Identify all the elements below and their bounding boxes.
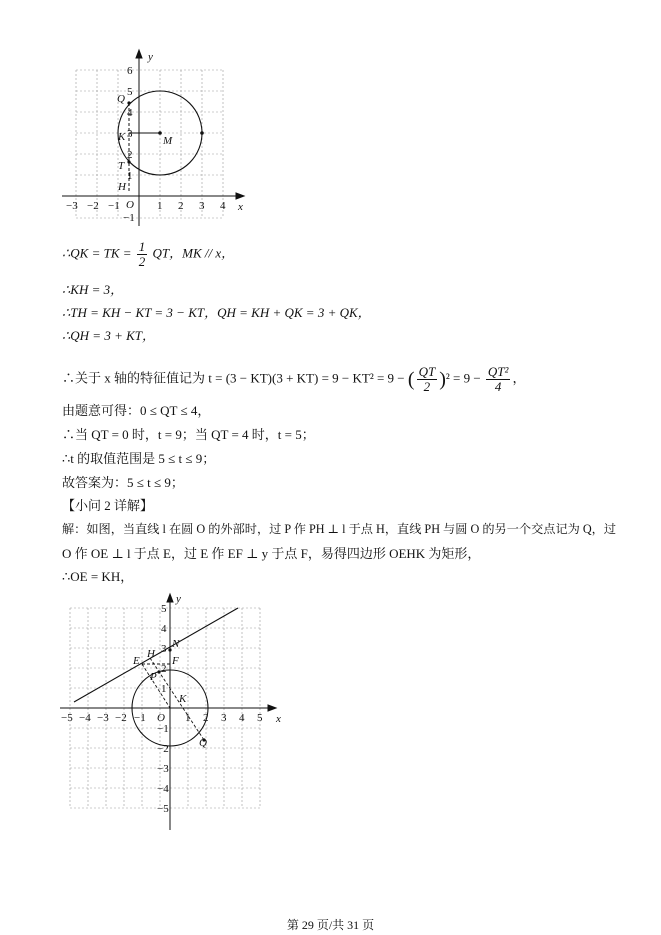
figure-1-point-label: M <box>163 135 173 147</box>
solution-line: 由题意可得：0 ≤ QT ≤ 4， <box>62 403 211 418</box>
solution-line: 故答案为：5 ≤ t ≤ 9； <box>62 475 184 490</box>
figure-2-axis-label-y: y <box>176 593 181 605</box>
figure-2-x-arrow <box>268 705 276 711</box>
section-heading: 【小问 2 详解】 <box>62 498 154 513</box>
paren-close: ) <box>439 368 446 391</box>
figure-1-axis-label-x: x <box>238 201 243 213</box>
figure-1-x-tick: −3 <box>66 200 78 212</box>
figure-2-y-arrow <box>167 594 173 602</box>
figure-2-x-tick: 1 <box>185 712 191 724</box>
solution-line: ∴t 的取值范围是 5 ≤ t ≤ 9； <box>62 451 216 466</box>
solution-line: ∴KH = 3， <box>62 282 124 297</box>
figure-2-axis-label-x: x <box>276 713 281 725</box>
figure-2-x-tick: −1 <box>134 712 146 724</box>
figure-2-y-tick: −4 <box>157 783 169 795</box>
solution-line: ∴OE = KH， <box>62 569 134 584</box>
solution-line: ∴当 QT = 0 时，t = 9；当 QT = 4 时，t = 5； <box>62 427 315 442</box>
figure-1-y-tick: 5 <box>127 86 133 98</box>
figure-2-y-tick: 4 <box>161 623 167 635</box>
equation-text: ∴QK = TK = <box>62 245 132 261</box>
figure-1-y-tick: 6 <box>127 65 133 77</box>
figure-2-x-tick: 5 <box>257 712 263 724</box>
figure-2-point-label: K <box>179 693 187 705</box>
figure-1-x-tick: 2 <box>178 200 184 212</box>
equation-text: QT，MK // x， <box>152 245 235 261</box>
figure-2-point-label: H <box>147 648 155 660</box>
paren-open: ( <box>407 368 415 391</box>
figure-2-point-label: F <box>172 655 179 667</box>
solution-line: ∴QH = 3 + KT， <box>62 328 155 343</box>
equation-text: ， <box>512 370 526 386</box>
figure-1-x-tick: 1 <box>157 200 163 212</box>
figure-1-y-tick: 2 <box>127 149 133 161</box>
solution-line: ∴TH = KH − KT = 3 − KT，QH = KH + QK = 3 + QK， <box>62 305 371 320</box>
figure-2-y-tick: 1 <box>161 683 167 695</box>
figure-2-point-label: Q <box>199 737 207 749</box>
figure-1-point-label: H <box>118 181 126 193</box>
fraction <box>486 365 511 394</box>
figure-2-x-tick: −5 <box>61 712 73 724</box>
figure-1-axis-label-y: y <box>148 51 153 63</box>
figure-1-x-tick: −2 <box>87 200 99 212</box>
figure-1-y-tick: −1 <box>123 212 135 224</box>
fraction <box>417 365 438 394</box>
figure-1-y-arrow <box>136 50 142 58</box>
figure-2-point-label: N <box>172 638 180 650</box>
solution-line: O 作 OE ⊥ l 于点 E，过 E 作 EF ⊥ y 于点 F，易得四边形 OEHK 为矩形， <box>62 546 481 561</box>
figure-1-x-tick: −1 <box>108 200 120 212</box>
figure-2-x-tick: −3 <box>97 712 109 724</box>
solution-line: 解：如图，当直线 l 在圆 O 的外部时，过 P 作 PH ⊥ l 于点 H，直线 PH 与圆 O 的另一个交点记为 Q，过 <box>62 522 617 536</box>
figure-2-x-tick: 2 <box>203 712 209 724</box>
figure-1-x-tick: 4 <box>220 200 226 212</box>
figure-1-y-tick: 1 <box>127 170 133 182</box>
figure-1-x-tick: 3 <box>199 200 205 212</box>
figure-2-y-tick: −1 <box>157 723 169 735</box>
figure-1-point-m <box>158 131 162 135</box>
figure-2-point-label: P <box>150 671 157 683</box>
fraction-numerator: 1 <box>138 239 146 254</box>
figure-1-point-q <box>127 101 130 104</box>
solution-line <box>62 365 525 394</box>
figure-1-point-label: T <box>118 160 125 172</box>
figure-1-origin-label: O <box>126 199 134 211</box>
figure-1-point-right <box>200 131 204 135</box>
equation-text: ∴关于 x 轴的特征值记为 t = (3 − KT)(3 + KT) = 9 − KT² = 9 − <box>62 370 405 386</box>
figure-2-x-tick: −4 <box>79 712 91 724</box>
fraction-numerator: QT <box>418 364 436 379</box>
figure-2-y-tick: −3 <box>157 763 169 775</box>
figure-2-x-tick: 3 <box>221 712 227 724</box>
figure-2-y-tick: 3 <box>161 643 167 655</box>
figure-2-y-tick: −5 <box>157 803 169 815</box>
figure-2-origin-label: O <box>157 712 165 724</box>
figure-1-point-label: Q <box>117 93 125 105</box>
figure-2-coordinate-plot <box>58 590 293 835</box>
fraction-denominator: 4 <box>494 379 502 394</box>
equation-text: ² = 9 − <box>445 370 481 386</box>
fraction <box>137 240 148 269</box>
figure-2-x-tick: 4 <box>239 712 245 724</box>
figure-2-y-tick: 2 <box>161 663 167 675</box>
figure-2-y-tick: −2 <box>157 743 169 755</box>
figure-1-point-label: K <box>118 131 126 143</box>
fraction-numerator: QT² <box>487 364 509 379</box>
fraction-denominator: 2 <box>423 379 431 394</box>
figure-1-y-tick: 4 <box>127 107 133 119</box>
page-footer: 第 29 页/共 31 页 <box>286 918 375 932</box>
figure-2-y-tick: 5 <box>161 603 167 615</box>
fraction-denominator: 2 <box>138 254 146 269</box>
figure-1-y-tick: 3 <box>127 128 133 140</box>
figure-1-x-arrow <box>236 193 244 199</box>
solution-line <box>62 240 234 269</box>
figure-2-x-tick: −2 <box>115 712 127 724</box>
figure-2-point-label: E <box>133 655 140 667</box>
figure-1-coordinate-plot <box>60 48 250 230</box>
